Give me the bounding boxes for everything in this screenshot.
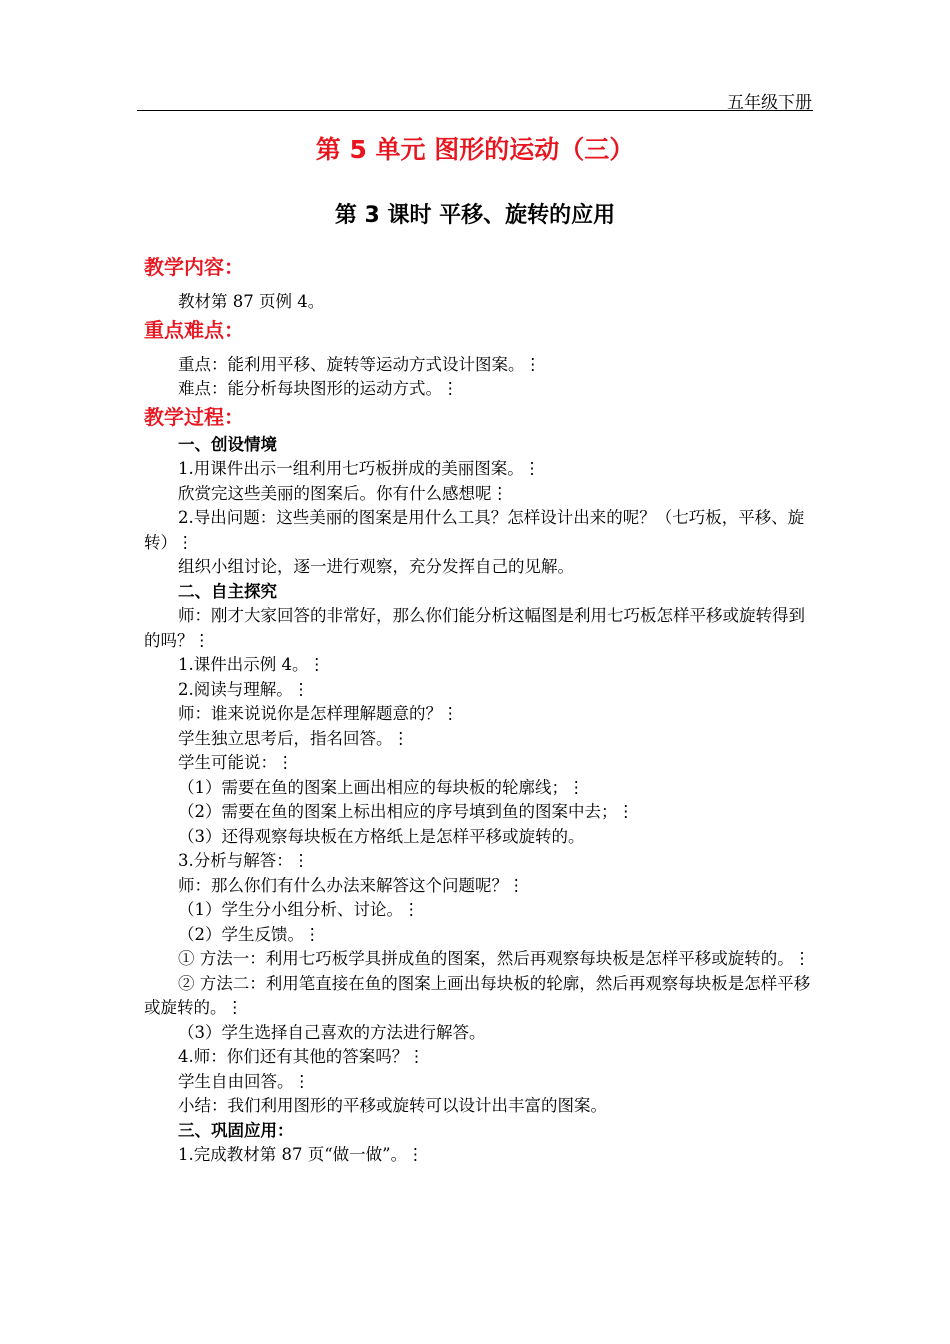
grade-label: 五年级下册 xyxy=(727,93,812,113)
part2-line: 学生独立思考后，指名回答。⋮ xyxy=(178,728,409,748)
part1-line: 2.导出问题：这些美丽的图案是用什么工具？怎样设计出来的呢？（七巧板，平移、旋转）⋮ xyxy=(144,508,805,552)
part2-line: （1）需要在鱼的图案上画出相应的每块板的轮廓线；⋮ xyxy=(178,777,585,797)
part2-line: 3.分析与解答：⋮ xyxy=(178,851,310,870)
part2-line: 1.课件出示例 4。⋮ xyxy=(178,655,325,674)
part2-line: （3）学生选择自己喜欢的方法进行解答。 xyxy=(178,1022,486,1042)
part1-line: 欣赏完这些美丽的图案后。你有什么感想呢⋮ xyxy=(178,483,508,503)
part2-line: 学生自由回答。⋮ xyxy=(178,1071,310,1091)
part2-line: 师：谁来说说你是怎样理解题意的？⋮ xyxy=(178,704,459,723)
difficulty-line: 难点：能分析每块图形的运动方式。⋮ xyxy=(178,379,459,398)
part2-heading: 二、自主探究 xyxy=(178,581,277,601)
key-point-line: 重点：能利用平移、旋转等运动方式设计图案。⋮ xyxy=(178,354,541,374)
part2-line: （2）学生反馈。⋮ xyxy=(178,924,321,944)
part2-line: （2）需要在鱼的图案上标出相应的序号填到鱼的图案中去；⋮ xyxy=(178,802,634,821)
header-rule xyxy=(137,110,813,111)
part2-line: 师：刚才大家回答的非常好，那么你们能分析这幅图是利用七巧板怎样平移或旋转得到的吗？⋮ xyxy=(144,606,805,650)
section-heading-process: 教学过程： xyxy=(144,404,244,429)
part2-line: ① 方法一：利用七巧板学具拼成鱼的图案，然后再观察每块板是怎样平移或旋转的。⋮ xyxy=(178,949,811,968)
part2-line: 小结：我们利用图形的平移或旋转可以设计出丰富的图案。 xyxy=(178,1096,607,1115)
section-heading-key-points: 重点难点： xyxy=(144,317,244,342)
part1-line: 组织小组讨论，逐一进行观察，充分发挥自己的见解。 xyxy=(178,557,574,576)
lesson-content xyxy=(144,252,814,1168)
part2-line: 4.师：你们还有其他的答案吗？⋮ xyxy=(178,1047,425,1066)
part2-line: 学生可能说：⋮ xyxy=(178,753,294,772)
lesson-title: 第 3 课时 平移、旋转的应用 xyxy=(334,203,616,228)
section-heading-content: 教学内容： xyxy=(144,255,244,279)
part2-line: （3）还得观察每块板在方格纸上是怎样平移或旋转的。 xyxy=(178,826,585,846)
part2-line: （1）学生分小组分析、讨论。⋮ xyxy=(178,900,420,919)
part2-line: 师：那么你们有什么办法来解答这个问题呢？⋮ xyxy=(178,875,525,895)
part2-line: ② 方法二：利用笔直接在鱼的图案上画出每块板的轮廓，然后再观察每块板是怎样平移或旋转的。⋮ xyxy=(144,973,811,1017)
part1-line: 1.用课件出示一组利用七巧板拼成的美丽图案。⋮ xyxy=(178,459,541,478)
part1-heading: 一、创设情境 xyxy=(178,434,277,454)
part2-line: 2.阅读与理解。⋮ xyxy=(178,679,310,699)
part3-line: 1.完成教材第 87 页“做一做”。⋮ xyxy=(178,1145,424,1164)
content-line: 教材第 87 页例 4。 xyxy=(178,292,325,311)
unit-title: 第 5 单元 图形的运动（三） xyxy=(315,135,635,164)
part3-heading: 三、巩固应用： xyxy=(178,1120,294,1140)
